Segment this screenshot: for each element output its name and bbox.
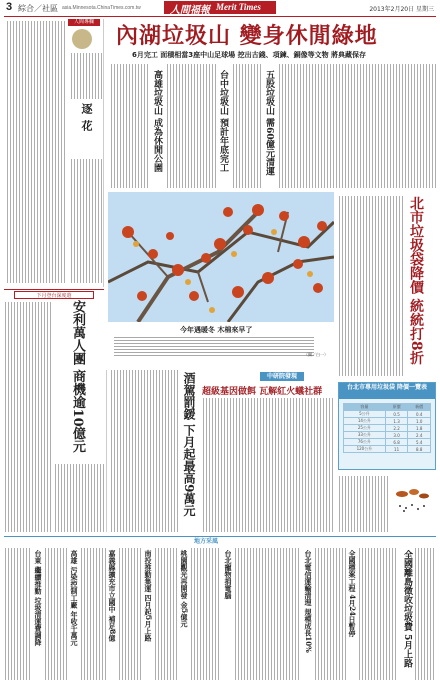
local-text-1	[4, 548, 32, 680]
table-row: 120公升 11 8.8	[344, 446, 431, 453]
amway-headline: 安利萬人團 商機逾10億元	[70, 300, 85, 453]
table-row: 33公升 3.0 2.4	[344, 432, 431, 439]
section-url: asia.Minnesota.ChinaTimes.com.tw	[62, 5, 141, 11]
bag-price-headline: 北市垃圾袋降價 統統打8折	[408, 196, 424, 365]
brand-english: Merit Times	[216, 2, 261, 12]
table-row: 76公升 6.8 5.4	[344, 439, 431, 446]
brand-logo	[164, 1, 276, 14]
lead-text-col3	[232, 64, 262, 188]
fire-ant-illustration	[392, 484, 432, 514]
column-logo-icon	[72, 29, 92, 49]
column-divider	[106, 370, 107, 532]
amway-kicker: 下月登台深度遊	[14, 291, 94, 299]
local-text-4	[118, 548, 142, 680]
lead-headline-block	[108, 19, 440, 59]
local-text-6	[190, 548, 220, 680]
section-name: 綜合／社區	[18, 4, 58, 13]
bag-price-table-title: 台北市專用垃圾袋 降價一覽表	[339, 383, 435, 399]
issue-date: 2013年2月20日 星期三	[369, 6, 434, 13]
local-text-9	[358, 548, 398, 680]
masthead	[0, 0, 440, 16]
side-head-taichung: 台中垃圾山 預計年底完工	[218, 70, 228, 173]
essay-text-bottom-right	[70, 159, 102, 283]
local-headline-islands: 全國離島徵收垃圾費 5月上路	[402, 550, 412, 668]
local-text-2	[44, 548, 68, 680]
left-essay-column	[4, 19, 104, 287]
lead-text-col1	[110, 64, 148, 188]
local-text-5	[154, 548, 178, 680]
side-head-kaohsiung: 高雄垃圾山 成為休閒公園	[152, 70, 162, 173]
page-number: 3	[6, 1, 13, 13]
local-headline-taipei-telecom: 台北電信運輸清理 規模成長10%	[304, 550, 313, 653]
local-headline-nantou: 南投推動集運 四月起5月上路	[144, 550, 153, 642]
essay-text-top-right	[70, 53, 102, 99]
lead-text-col2	[166, 64, 216, 188]
local-headline-taoyuan: 桃園觀光再開發 金5億元	[180, 550, 189, 628]
table-row: 容量 原價 新價	[344, 404, 431, 411]
research-kicker: 中研院發現	[260, 372, 304, 381]
photo-credit: （攝／白一）	[304, 352, 328, 357]
local-headline-taitung: 台東 繼續推動 垃圾清運費調降	[34, 550, 43, 646]
table-row: 25公升 2.2 1.8	[344, 425, 431, 432]
bag-price-table-box	[338, 382, 436, 470]
amway-text-right	[54, 464, 104, 532]
local-headline-kaohsiung: 高雄 污染控制工廠 年收千萬元	[70, 550, 79, 646]
amway-text-left	[4, 302, 52, 532]
local-news-bar: 地方采風	[4, 536, 436, 545]
photo-caption	[108, 322, 334, 364]
local-text-8	[314, 548, 346, 680]
lead-subheadline: 6月完工 面積相當3座中山足球場 挖出古錢、項鍊、銅像等文物 將典藏保存	[132, 51, 367, 59]
local-text-7	[234, 548, 300, 680]
drunk-driving-headline: 酒駕罰鍰 下月起最高9萬元	[182, 372, 196, 517]
drunk-text	[110, 370, 180, 532]
essay-title: 逐花	[80, 103, 93, 137]
local-headline-tender: 全國標案工程 4月24日暫停	[348, 550, 357, 638]
table-row: 5公升 0.5 0.4	[344, 411, 431, 418]
side-head-wugu: 五股垃圾山 需60億元清運	[264, 70, 274, 176]
kapok-photo-illustration	[108, 192, 334, 322]
column-label: 人間專欄	[68, 19, 100, 26]
local-headline-chiayi: 嘉義縣擴充市立國中 補足8億	[108, 550, 117, 642]
local-text-10	[414, 548, 436, 680]
essay-text-left	[6, 21, 66, 283]
brand-chinese: 人間福報	[170, 5, 210, 16]
header-rule	[4, 16, 436, 17]
table-row: 14公升 1.3 1.0	[344, 418, 431, 425]
bag-story-text	[338, 196, 404, 376]
research-sidebar-text	[338, 476, 388, 532]
caption-text	[114, 336, 314, 358]
local-headline-taipei-pc: 台北寵物捐電腦	[224, 550, 233, 599]
lead-text-col4	[278, 64, 436, 188]
kapok-tree-photo	[108, 192, 334, 322]
local-text-3	[80, 548, 106, 680]
fire-ant-headline: 超級基因做餌 瓦解紅火蟻社群	[202, 387, 323, 397]
left-mid-rule	[4, 289, 104, 290]
caption-title: 今年遇暖冬 木棉來早了	[180, 326, 253, 334]
lead-headline: 內湖垃圾山 變身休閒綠地	[116, 23, 378, 49]
bag-price-table	[343, 403, 431, 453]
research-text	[202, 398, 334, 532]
